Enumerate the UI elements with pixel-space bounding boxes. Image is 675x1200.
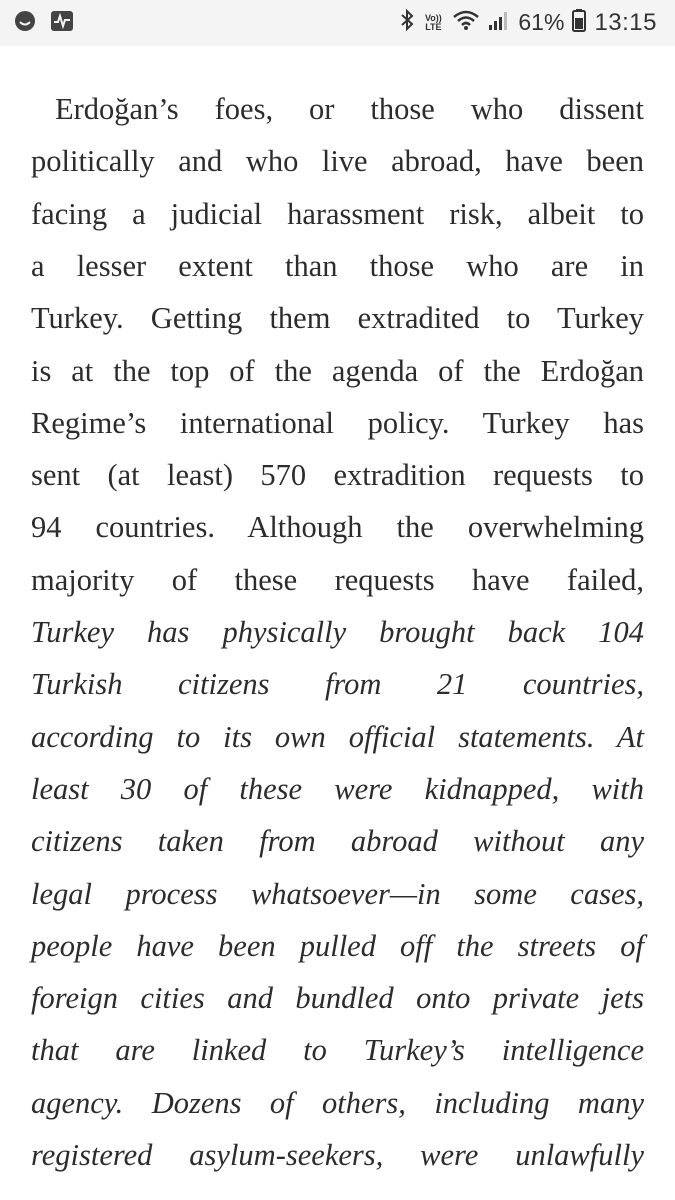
bluetooth-icon (400, 8, 414, 37)
article-line: legal process whatsoever—in some cases, (31, 876, 644, 911)
clock: 13:15 (594, 8, 657, 36)
volte-lte-icon (422, 14, 444, 32)
article-line: majority of these requests have failed, (31, 562, 644, 597)
article-line: Turkey. Getting them extradited to Turkey (31, 301, 644, 336)
article-line: citizens taken from abroad without any (31, 824, 644, 859)
article-line: facing a judicial harassment risk, albeit to (31, 196, 644, 231)
article-line: people have been pulled off the streets of (31, 928, 644, 963)
article-line: agency. Dozens of others, including many (31, 1085, 644, 1120)
article-line: according to its own official statements. At (31, 719, 644, 754)
article-line: Turkey has physically brought back 104 (31, 615, 644, 649)
article-line: Turkish citizens from 21 countries, (31, 667, 644, 702)
signal-icon (488, 9, 510, 36)
article-line: that are linked to Turkey’s intelligence (31, 1033, 644, 1068)
article-line: is at the top of the agenda of the Erdoğan (31, 353, 644, 388)
article-line: registered asylum-seekers, were unlawfully (31, 1138, 644, 1172)
article-line: Regime’s international policy. Turkey has (31, 405, 644, 440)
article-line: least 30 of these were kidnapped, with (31, 771, 644, 806)
status-bar (0, 0, 675, 46)
article-line: sent (at least) 570 extradition requests to (31, 458, 644, 493)
article-line: 94 countries. Although the overwhelming (31, 510, 644, 545)
battery-icon (572, 8, 586, 37)
volte-label-top: Vo)) (424, 12, 442, 23)
face-notification-icon (14, 10, 36, 37)
article-line: politically and who live abroad, have been (31, 144, 644, 179)
wifi-icon (452, 9, 480, 36)
article-line: Erdoğan’s foes, or those who dissent (55, 92, 644, 126)
status-bar-right (400, 8, 657, 37)
article-line: a lesser extent than those who are in (31, 248, 644, 283)
article-line: foreign cities and bundled onto private jets (31, 981, 644, 1016)
volte-label-bottom: LTE (425, 21, 442, 32)
battery-percent: 61% (518, 9, 565, 35)
activity-monitor-icon (50, 10, 74, 37)
status-bar-left (14, 10, 74, 37)
